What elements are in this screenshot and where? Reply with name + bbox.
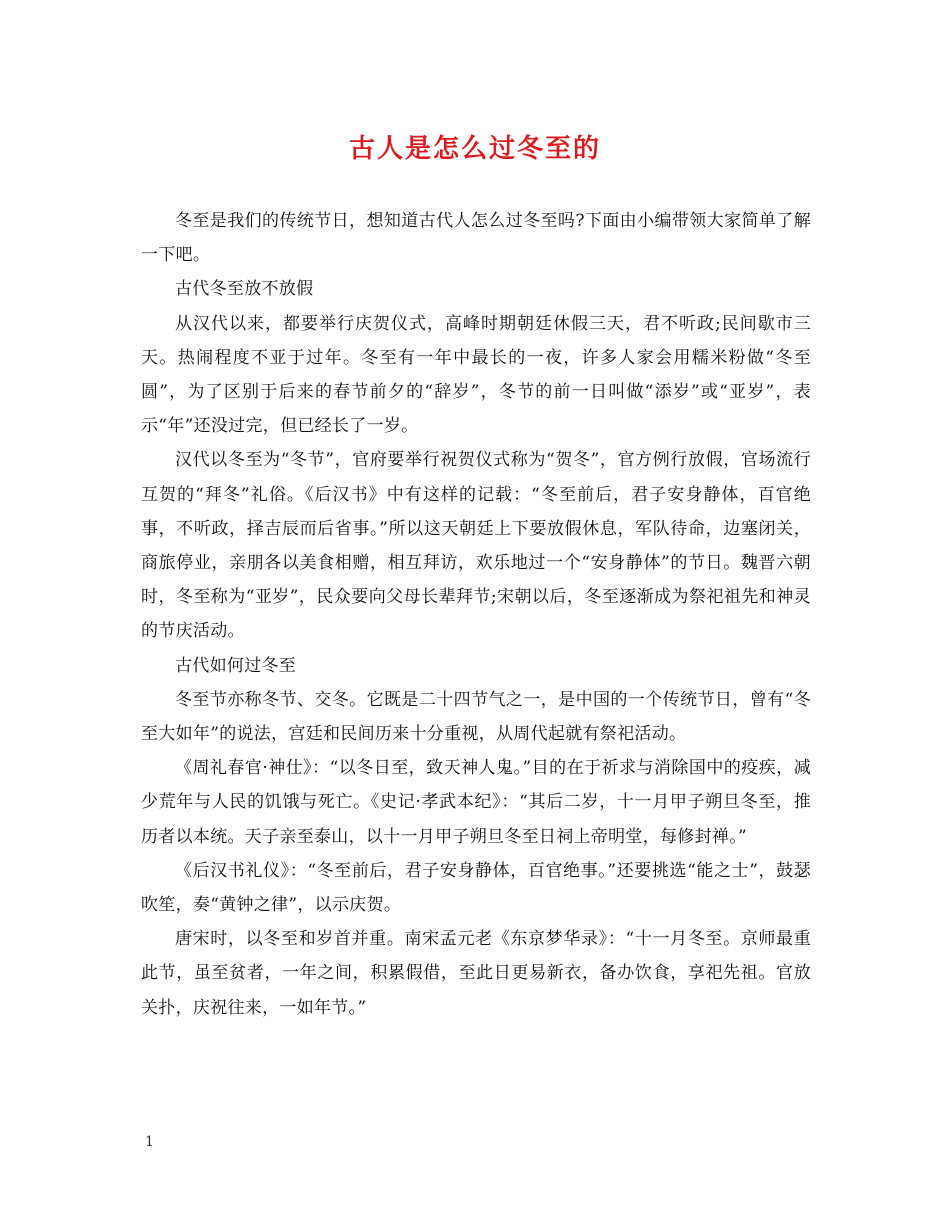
document-body (141, 204, 811, 1025)
paragraph-houhanshu: 《后汉书礼仪》：“冬至前后，君子安身静体，百官绝事。”还要挑选“能之士”，鼓瑟吹笙，奏“黄钟之律”，以示庆贺。 (141, 860, 811, 916)
paragraph-intro: 冬至是我们的传统节日，想知道古代人怎么过冬至吗?下面由小编带领大家简单了解一下吧。 (141, 211, 811, 266)
paragraph-winter-solstice-festival: 冬至节亦称冬节、交冬。它既是二十四节气之一，是中国的一个传统节日，曾有“冬至大如年”的说法，宫廷和民间历来十分重视，从周代起就有祭祀活动。 (141, 689, 811, 745)
paragraph-han-celebration: 从汉代以来，都要举行庆贺仪式，高峰时期朝廷休假三天，君不听政;民间歇市三天。热闹程度不亚于过年。冬至有一年中最长的一夜，许多人家会用糯米粉做“冬至圆”，为了区别于后来的春节前夕的“辞岁”，冬节的前一日叫做“添岁”或“亚岁”，表示“年”还没过完，但已经长了一岁。 (141, 313, 811, 437)
page-number: 1 (145, 1134, 154, 1150)
paragraph-zhouli: 《周礼春官·神仕》：“以冬日至，致天神人鬼。”目的在于祈求与消除国中的疫疾，减少荒年与人民的饥饿与死亡。《史记·孝武本纪》：“其后二岁，十一月甲子朔旦冬至，推历者以本统。天子亲至泰山，以十一月甲子朔旦冬至日祠上帝明堂，每修封禅。” (141, 758, 811, 847)
paragraph-tang-song: 唐宋时，以冬至和岁首并重。南宋孟元老《东京梦华录》：“十一月冬至。京师最重此节，虽至贫者，一年之间，积累假借，至此日更易新衣，备办饮食，享祀先祖。官放关扑，庆祝往来，一如年节。” (141, 929, 811, 1018)
section-heading-holiday: 古代冬至放不放假 (175, 279, 314, 300)
paragraph-winter-festival: 汉代以冬至为“冬节”，官府要举行祝贺仪式称为“贺冬”，官方例行放假，官场流行互贺的“拜冬”礼俗。《后汉书》中有这样的记载：“冬至前后，君子安身静体，百官绝事，不听政，择吉辰而后省事。”所以这天朝廷上下要放假休息，军队待命，边塞闭关，商旅停业，亲朋各以美食相赠，相互拜访，欢乐地过一个“安身静体”的节日。魏晋六朝时，冬至称为“亚岁”，民众要向父母长辈拜节;宋朝以后，冬至逐渐成为祭祀祖先和神灵的节庆活动。 (141, 450, 811, 642)
page-title: 古人是怎么过冬至的 (348, 134, 601, 164)
section-heading-how: 古代如何过冬至 (175, 655, 297, 676)
